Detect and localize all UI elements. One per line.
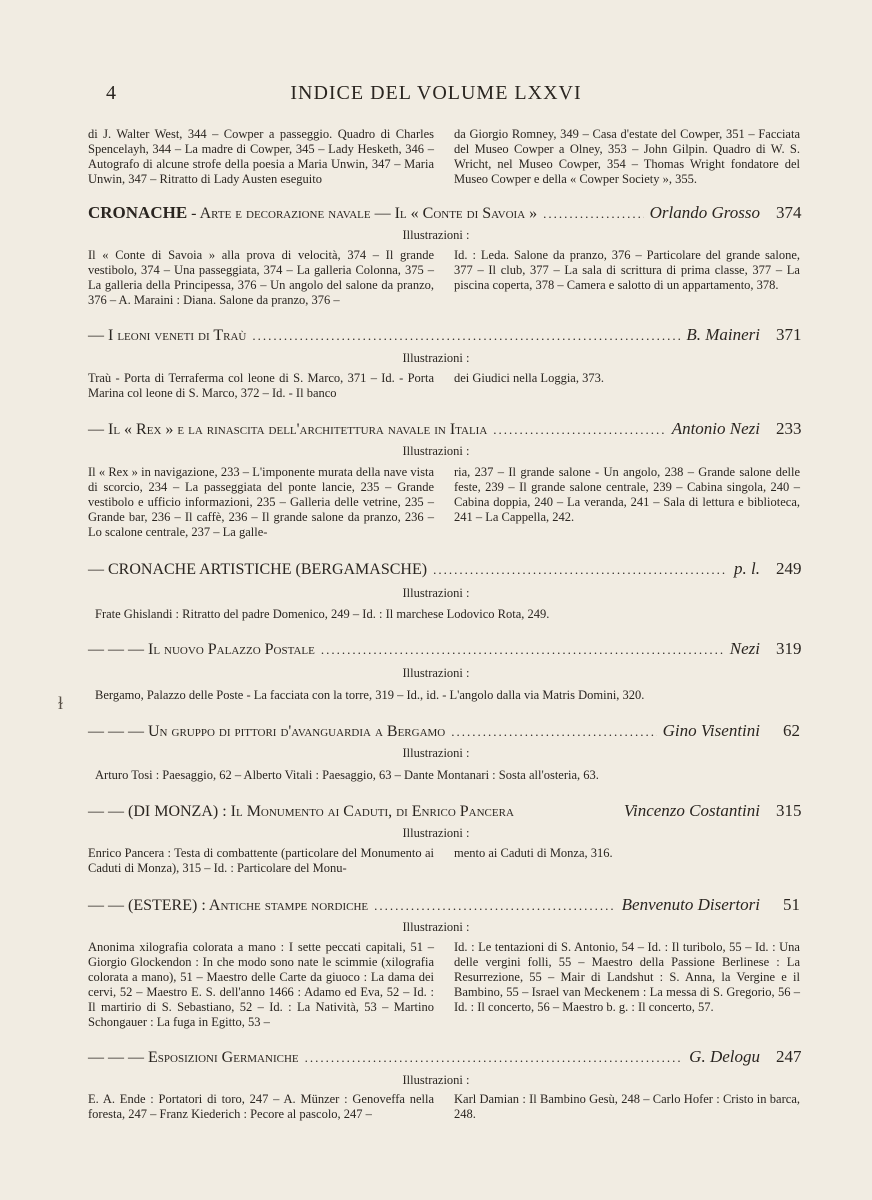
entry-title: (ESTERE) : Antiche stampe nordiche — [128, 897, 369, 914]
page-title: INDICE DEL VOLUME LXXVI — [290, 82, 582, 104]
intro-block — [88, 127, 800, 187]
entry-title: Il nuovo Palazzo Postale — [148, 641, 315, 658]
illustrations-label: Illustrazioni : — [402, 666, 470, 680]
entry-author: Nezi — [729, 639, 760, 658]
intro-right: da Giorgio Romney, 349 – Casa d'estate del Cowper, 351 – Facciata del Museo Cowper a Olney, 353 – John Gilpin. Quadro di W. S. Wricht, nel Museo Cowper, 354 – Thomas Wright fondatore del Museo Cowper e della « Cowper Society », 355. — [454, 127, 800, 186]
entry-illustrations — [88, 371, 800, 401]
entry-page: 315 — [776, 801, 802, 820]
illustrations-label: Illustrazioni : — [402, 1073, 470, 1087]
entry-illustrations — [88, 846, 800, 876]
entry-author: p. l. — [734, 559, 760, 578]
entry-page: 319 — [776, 639, 802, 658]
illustrations-label: Illustrazioni : — [402, 228, 470, 242]
entry-title: Il « Rex » e la rinascita dell'architettura navale in Italia — [108, 421, 488, 438]
illustrations-right: Id. : Le tentazioni di S. Antonio, 54 – Id. : Il turibolo, 55 – Id. : Una delle vergini folli, 55 – Maestro della Passione Berlinese : La Resurrezione, 55 – Mair di Landshut : S. Anna, la Vergine e il Bambino, 55 – Israel van Meckenem : La messa di S. Gregorio, 56 – Id. : Il concerto, 56 – Maestro b. g. : Il concerto, 57. — [454, 940, 800, 1014]
illustrations-right: Karl Damian : Il Bambino Gesù, 248 – Carlo Hofer : Cristo in barca, 248. — [454, 1092, 800, 1121]
leader-dots — [374, 898, 616, 914]
leader-dots — [543, 206, 643, 222]
illustrations-left: Il « Rex » in navigazione, 233 – L'imponente murata della nave vista di scorcio, 234 – La passeggiata del ponte lancie, 235 – Grande vestibolo e ufficio informazioni, 235 – Galleria delle vetrine, 235 – Grande bar, 236 – Il caffè, 236 – Il grande salone da pranzo, 236 – Lo scalone centrale, 237 – La galle- — [88, 465, 434, 539]
entry-prefix: — — [88, 421, 104, 438]
entry-page: 371 — [776, 325, 802, 344]
entry-palazzo-postale — [88, 639, 800, 663]
entry-pittori-avanguardia — [88, 721, 800, 745]
entry-esposizioni-germaniche — [88, 1047, 800, 1071]
entry-page: 62 — [783, 721, 800, 740]
leader-dots — [305, 1050, 684, 1066]
entry-prefix: — — — — [88, 1049, 144, 1066]
illustrations-left: E. A. Ende : Portatori di toro, 247 – A. Münzer : Genoveffa nella foresta, 247 – Franz Kiederich : Pecore al pascolo, 247 – — [88, 1092, 434, 1121]
entry-prefix: — — [88, 327, 104, 344]
illustrations-label: Illustrazioni : — [402, 746, 470, 760]
illustrations-text: Arturo Tosi : Paesaggio, 62 – Alberto Vitali : Paesaggio, 63 – Dante Montanari : Sosta all'osteria, 63. — [95, 768, 599, 782]
illustrations-left: Il « Conte di Savoia » alla prova di velocità, 374 – Il grande vestibolo, 374 – Una passeggiata, 374 – La galleria Colonna, 375 – La galleria della Principessa, 376 – Un angolo del salone da pranzo, 376 – A. Maraini : Diana. Salone da pranzo, 376 – — [88, 248, 434, 307]
entry-prefix: — — — [88, 897, 124, 914]
entry-author: Antonio Nezi — [671, 419, 760, 438]
entry-title: Un gruppo di pittori d'avanguardia a Bergamo — [148, 723, 446, 740]
illustrations-left: Anonima xilografia colorata a mano : I sette peccati capitali, 51 – Giorgio Glockendon : In che modo sono nate le scimmie (xilografia colorata a mano), 51 – Maestro delle Carte da giuoco : La dama dei cervi, 52 – Maestro E. S. dell'anno 1466 : Adamo ed Eva, 52 – Id. : Il martirio di S. Sebastiano, 52 – Id. : La Natività, 53 – Martino Schongauer : La fuga in Egitto, 53 – — [88, 940, 434, 1029]
entry-title: I leoni veneti di Traù — [108, 327, 247, 344]
illustrations-text: Bergamo, Palazzo delle Poste - La facciata con la torre, 319 – Id., id. - L'angolo dalla via Matris Domini, 320. — [95, 688, 645, 702]
entry-page: 374 — [776, 203, 802, 222]
entry-prefix: — — — [88, 803, 124, 820]
entry-author: Benvenuto Disertori — [621, 895, 760, 914]
entry-page: 51 — [783, 895, 800, 914]
entry-rex — [88, 419, 800, 443]
illustrations-right: Id. : Leda. Salone da pranzo, 376 – Particolare del grande salone, 377 – Il club, 377 – La sala di scrittura di prima classe, 377 – La piscina coperta, 378 – Camera e salotto di un appartamento, 378. — [454, 248, 800, 292]
entry-prefix: — — — — [88, 641, 144, 658]
entry-author: B. Maineri — [686, 325, 760, 344]
leader-dots — [451, 724, 656, 740]
leader-dots — [493, 422, 665, 438]
illustrations-text: Frate Ghislandi : Ritratto del padre Domenico, 249 – Id. : Il marchese Lodovico Rota, 249. — [95, 607, 550, 621]
entry-conte-di-savoia — [88, 203, 800, 227]
page-header — [0, 82, 872, 112]
entry-leoni-veneti — [88, 325, 800, 349]
entry-author: G. Delogu — [689, 1047, 760, 1066]
leader-dots — [321, 642, 724, 658]
leader-dots — [252, 328, 680, 344]
entry-author: Vincenzo Costantini — [623, 801, 760, 820]
margin-mark: ɫ — [58, 693, 64, 713]
entry-illustrations — [88, 465, 800, 540]
illustrations-label: Illustrazioni : — [402, 351, 470, 365]
illustrations-right: dei Giudici nella Loggia, 373. — [454, 371, 604, 385]
intro-left: di J. Walter West, 344 – Cowper a passeggio. Quadro di Charles Spencelayh, 344 – La madre di Cowper, 345 – Lady Hesketh, 346 – Autografo di alcune strofe della poesia a Maria Unwin, 347 – Maria Unwin, 347 – Ritratto di Lady Austen eseguito — [88, 127, 434, 186]
illustrations-left: Enrico Pancera : Testa di combattente (particolare del Monumento ai Caduti di Monza), 315 – Id. : Particolare del Monu- — [88, 846, 434, 875]
entry-prefix: — — — — [88, 723, 144, 740]
entry-author: Orlando Grosso — [649, 203, 760, 222]
entry-title: CRONACHE ARTISTICHE (BERGAMASCHE) — [108, 561, 428, 578]
leader-dots — [433, 562, 728, 578]
illustrations-label: Illustrazioni : — [402, 586, 470, 600]
illustrations-label: Illustrazioni : — [402, 444, 470, 458]
entry-stampe-nordiche — [88, 895, 800, 919]
entry-illustrations — [88, 940, 800, 1030]
illustrations-label: Illustrazioni : — [402, 826, 470, 840]
entry-title: - Arte e decorazione navale — Il « Conte di Savoia » — [191, 205, 538, 222]
entry-illustrations — [88, 1092, 800, 1122]
entry-monza — [88, 801, 800, 825]
entry-cronache-artistiche — [88, 559, 800, 583]
entry-title: (DI MONZA) : Il Monumento ai Caduti, di Enrico Pancera — [128, 803, 514, 820]
illustrations-left: Traù - Porta di Terraferma col leone di S. Marco, 371 – Id. - Porta Marina col leone di S. Marco, 372 – Id. - Il banco — [88, 371, 434, 400]
illustrations-right: ria, 237 – Il grande salone - Un angolo, 238 – Grande salone delle feste, 239 – Il grande salone centrale, 239 – Cabina singola, 240 – Cabina doppia, 240 – La veranda, 241 – Sala di lettura e biblioteca, 241 – La Cappella, 242. — [454, 465, 800, 524]
illustrations-right: mento ai Caduti di Monza, 316. — [454, 846, 613, 860]
illustrations-label: Illustrazioni : — [402, 920, 470, 934]
entry-illustrations — [88, 248, 800, 308]
entry-author: Gino Visentini — [662, 721, 760, 740]
entry-prefix: — — [88, 561, 104, 578]
entry-page: 249 — [776, 559, 802, 578]
entry-page: 233 — [776, 419, 802, 438]
page-number: 4 — [106, 82, 116, 104]
entry-title: Esposizioni Germaniche — [148, 1049, 299, 1066]
entry-page: 247 — [776, 1047, 802, 1066]
entry-prefix: CRONACHE — [88, 203, 188, 222]
